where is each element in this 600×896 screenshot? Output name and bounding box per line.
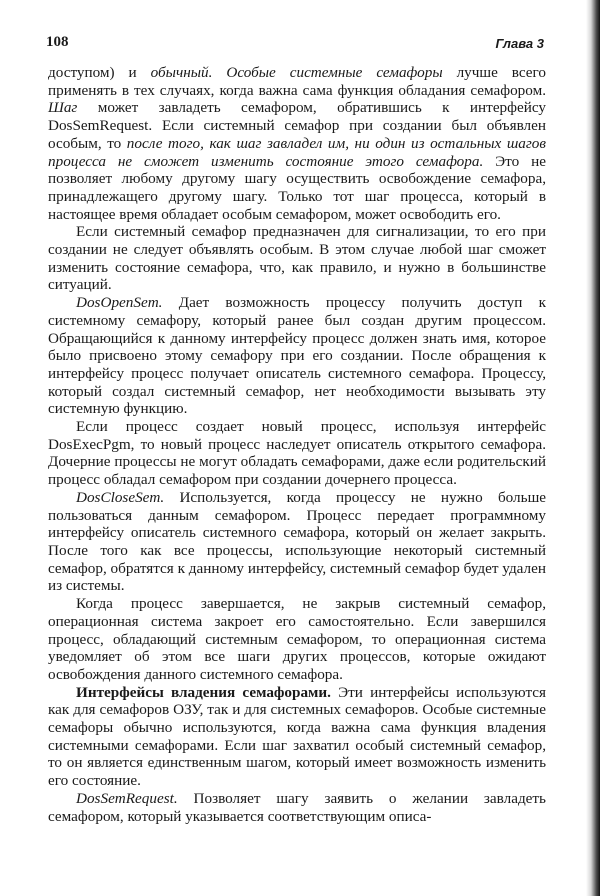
term-dosopensem: DosOpenSem. (76, 294, 163, 312)
paragraph-4: Если процесс создает новый процесс, используя интерфейс DosExecPgm, то новый процесс наследует описатель открытого семафора. Дочерние процессы не могут обладать семафорами, даже если родительский процесс обладал семафором при создании дочернего процесса. (48, 418, 546, 489)
paragraph-2: Если системный семафор предназначен для сигнализации, то его при создании не следует объявлять особым. В этом случае любой шаг сможет изменить состояние семафора, что, как правило, и нужно в большинстве ситуаций. (48, 223, 546, 294)
section-heading-ownership: Интерфейсы владения семафорами. (76, 683, 331, 701)
body-text (48, 64, 546, 825)
paragraph-6: Когда процесс завершается, не закрыв системный семафор, операционная система закроет его самостоятельно. Если завершился процесс, обладающий системным семафором, то операционная система уведомляет об этом все шаги других процессов, которые ожидают освобождения данного системного семафора. (48, 595, 546, 683)
paragraph-dosclosesem: DosCloseSem. Используется, когда процессу не нужно больше пользоваться данным семафором. Процесс передает программному интерфейсу описатель системного семафора, который он желает закрыть. После того как все процессы, использующие некоторый системный семафор, обратятся к данному интерфейсу, системный семафор будет удален из системы. (48, 488, 546, 595)
paragraph-dossemrequest: DosSemRequest. Позволяет шагу заявить о желании завладеть семафором, который указывается соответствующим описа- (48, 789, 546, 825)
term-dosclosesem: DosCloseSem. (76, 488, 165, 506)
page-edge-shadow (586, 0, 600, 896)
page-header (0, 0, 600, 60)
term-dossemrequest: DosSemRequest. (76, 789, 178, 807)
chapter-title: Глава 3 (495, 36, 544, 51)
paragraph-dosopensem: DosOpenSem. Дает возможность процессу получить доступ к системному семафору, который ранее был создан другим процессом. Обращающийся к данному интерфейсу процесс должен знать имя, которое было присвоено этому семафору при его создании. После обращения к интерфейсу процесс получает описатель системного семафора. Процессу, который создал системный семафор, нет необходимости вызывать эту системную функцию. (48, 294, 546, 418)
paragraph-ownership: Интерфейсы владения семафорами. Эти интерфейсы используются как для семафоров ОЗУ, так и для системных семафоров. Особые системные семафоры обычно используются, когда важна сама функция владения системными семафорами. Если шаг захватил особый системный семафор, то он является единственным шагом, который имеет возможность изменить его состояние. (48, 683, 546, 790)
page-number: 108 (46, 34, 69, 50)
paragraph-1: доступом) и обычный. Особые системные семафоры лучше всего применять в тех случаях, когда важна сама функция обладания семафором. Шаг может завладеть семафором, обратившись к интерфейсу DosSemRequest. Если системный семафор при создании был объявлен особым, то после того, как шаг завладел им, ни один из остальных шагов процесса не сможет изменить состояние этого семафора. Это не позволяет любому другому шагу осуществить освобождение семафора, принадлежащего другому шагу. Только тот шаг процесса, который в настоящее время обладает особым семафором, может освободить его. (48, 64, 546, 223)
